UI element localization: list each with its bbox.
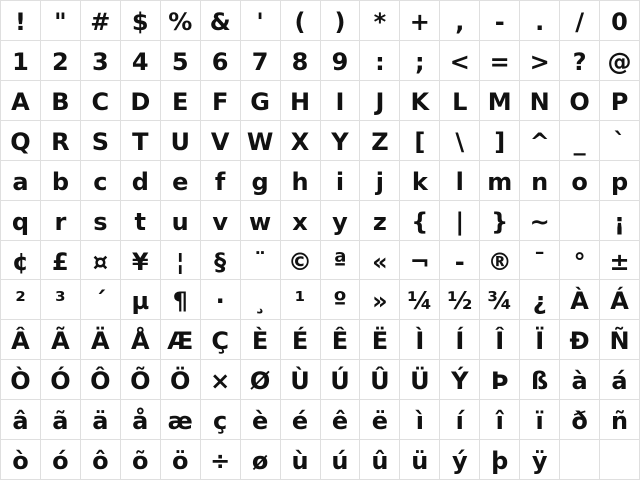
glyph-cell[interactable]: / xyxy=(560,1,600,41)
glyph-cell[interactable]: 4 xyxy=(121,41,161,81)
glyph-cell[interactable]: Ë xyxy=(360,320,400,360)
glyph-cell[interactable]: î xyxy=(480,400,520,440)
glyph-cell[interactable]: ª xyxy=(321,241,361,281)
glyph-cell[interactable]: . xyxy=(520,1,560,41)
glyph-cell[interactable]: @ xyxy=(600,41,640,81)
glyph-cell[interactable]: k xyxy=(400,161,440,201)
glyph-cell[interactable]: · xyxy=(201,280,241,320)
glyph-cell[interactable]: B xyxy=(41,81,81,121)
glyph-cell[interactable]: F xyxy=(201,81,241,121)
glyph-cell[interactable]: E xyxy=(161,81,201,121)
glyph-cell[interactable]: | xyxy=(440,201,480,241)
glyph-cell[interactable]: ´ xyxy=(81,280,121,320)
glyph-cell[interactable]: ^ xyxy=(520,121,560,161)
glyph-cell[interactable]: æ xyxy=(161,400,201,440)
glyph-cell[interactable]: l xyxy=(440,161,480,201)
glyph-cell[interactable]: & xyxy=(201,1,241,41)
glyph-cell[interactable]: ¥ xyxy=(121,241,161,281)
glyph-cell[interactable]: y xyxy=(321,201,361,241)
glyph-cell[interactable]: M xyxy=(480,81,520,121)
glyph-cell[interactable]: « xyxy=(360,241,400,281)
glyph-cell[interactable]: µ xyxy=(121,280,161,320)
glyph-cell[interactable]: n xyxy=(520,161,560,201)
glyph-cell[interactable]: f xyxy=(201,161,241,201)
glyph-cell[interactable]: ú xyxy=(321,440,361,480)
glyph-cell[interactable]: ` xyxy=(600,121,640,161)
glyph-cell[interactable]: ¿ xyxy=(520,280,560,320)
glyph-cell[interactable]: Í xyxy=(440,320,480,360)
glyph-cell[interactable]: h xyxy=(281,161,321,201)
glyph-cell[interactable]: 9 xyxy=(321,41,361,81)
glyph-cell[interactable]: [ xyxy=(400,121,440,161)
glyph-cell[interactable]: $ xyxy=(121,1,161,41)
glyph-cell[interactable]: Y xyxy=(321,121,361,161)
glyph-cell[interactable] xyxy=(600,440,640,480)
glyph-cell[interactable]: ¾ xyxy=(480,280,520,320)
glyph-cell[interactable]: ø xyxy=(241,440,281,480)
glyph-cell[interactable]: À xyxy=(560,280,600,320)
glyph-cell[interactable]: t xyxy=(121,201,161,241)
glyph-cell[interactable]: ð xyxy=(560,400,600,440)
glyph-cell[interactable]: ä xyxy=(81,400,121,440)
glyph-cell[interactable]: Ö xyxy=(161,360,201,400)
glyph-cell[interactable]: Û xyxy=(360,360,400,400)
glyph-cell[interactable]: ] xyxy=(480,121,520,161)
glyph-cell[interactable]: - xyxy=(480,1,520,41)
glyph-cell[interactable]: Á xyxy=(600,280,640,320)
glyph-cell[interactable]: 3 xyxy=(81,41,121,81)
glyph-cell[interactable]: m xyxy=(480,161,520,201)
glyph-cell[interactable]: % xyxy=(161,1,201,41)
glyph-cell[interactable]: z xyxy=(360,201,400,241)
glyph-cell[interactable]: > xyxy=(520,41,560,81)
glyph-cell[interactable]: à xyxy=(560,360,600,400)
glyph-cell[interactable]: i xyxy=(321,161,361,201)
glyph-cell[interactable]: Ç xyxy=(201,320,241,360)
glyph-cell[interactable]: Q xyxy=(1,121,41,161)
glyph-cell[interactable]: W xyxy=(241,121,281,161)
glyph-cell[interactable]: ê xyxy=(321,400,361,440)
glyph-cell[interactable]: - xyxy=(440,241,480,281)
glyph-cell[interactable]: L xyxy=(440,81,480,121)
glyph-cell[interactable]: á xyxy=(600,360,640,400)
glyph-cell[interactable]: è xyxy=(241,400,281,440)
glyph-cell[interactable]: T xyxy=(121,121,161,161)
glyph-cell[interactable]: Ý xyxy=(440,360,480,400)
glyph-cell[interactable]: ' xyxy=(241,1,281,41)
glyph-cell[interactable]: d xyxy=(121,161,161,201)
glyph-cell[interactable]: ó xyxy=(41,440,81,480)
glyph-cell[interactable]: ¼ xyxy=(400,280,440,320)
glyph-cell[interactable]: Â xyxy=(1,320,41,360)
glyph-cell[interactable]: = xyxy=(480,41,520,81)
glyph-cell[interactable]: ¶ xyxy=(161,280,201,320)
glyph-cell[interactable]: X xyxy=(281,121,321,161)
glyph-cell[interactable]: r xyxy=(41,201,81,241)
glyph-cell[interactable]: P xyxy=(600,81,640,121)
glyph-cell[interactable]: º xyxy=(321,280,361,320)
glyph-cell[interactable]: D xyxy=(121,81,161,121)
glyph-cell[interactable]: Ñ xyxy=(600,320,640,360)
glyph-cell[interactable]: 2 xyxy=(41,41,81,81)
glyph-cell[interactable]: w xyxy=(241,201,281,241)
glyph-cell[interactable]: g xyxy=(241,161,281,201)
glyph-cell[interactable]: â xyxy=(1,400,41,440)
glyph-cell[interactable]: » xyxy=(360,280,400,320)
glyph-cell[interactable]: C xyxy=(81,81,121,121)
glyph-cell[interactable]: ï xyxy=(520,400,560,440)
glyph-cell[interactable]: ? xyxy=(560,41,600,81)
glyph-cell[interactable]: õ xyxy=(121,440,161,480)
glyph-cell[interactable]: ( xyxy=(281,1,321,41)
glyph-cell[interactable]: Æ xyxy=(161,320,201,360)
glyph-cell[interactable]: * xyxy=(360,1,400,41)
glyph-cell[interactable]: \ xyxy=(440,121,480,161)
glyph-cell[interactable]: Ã xyxy=(41,320,81,360)
glyph-cell[interactable]: ² xyxy=(1,280,41,320)
glyph-cell[interactable]: Ù xyxy=(281,360,321,400)
glyph-cell[interactable]: Ó xyxy=(41,360,81,400)
glyph-cell[interactable]: £ xyxy=(41,241,81,281)
glyph-cell[interactable]: 7 xyxy=(241,41,281,81)
glyph-cell[interactable]: ¦ xyxy=(161,241,201,281)
glyph-cell[interactable]: ¹ xyxy=(281,280,321,320)
glyph-cell[interactable]: N xyxy=(520,81,560,121)
glyph-cell[interactable]: ù xyxy=(281,440,321,480)
glyph-cell[interactable]: : xyxy=(360,41,400,81)
glyph-cell[interactable]: ý xyxy=(440,440,480,480)
glyph-cell[interactable]: q xyxy=(1,201,41,241)
glyph-cell[interactable]: é xyxy=(281,400,321,440)
glyph-cell[interactable]: Ü xyxy=(400,360,440,400)
glyph-cell[interactable]: R xyxy=(41,121,81,161)
glyph-cell[interactable]: ñ xyxy=(600,400,640,440)
glyph-cell[interactable]: _ xyxy=(560,121,600,161)
glyph-cell[interactable]: ¢ xyxy=(1,241,41,281)
glyph-cell[interactable]: { xyxy=(400,201,440,241)
glyph-cell[interactable]: " xyxy=(41,1,81,41)
glyph-cell[interactable]: ± xyxy=(600,241,640,281)
glyph-cell[interactable]: a xyxy=(1,161,41,201)
glyph-cell[interactable]: × xyxy=(201,360,241,400)
glyph-cell[interactable]: ) xyxy=(321,1,361,41)
glyph-cell[interactable]: ÿ xyxy=(520,440,560,480)
glyph-cell[interactable]: ü xyxy=(400,440,440,480)
glyph-cell[interactable]: ì xyxy=(400,400,440,440)
glyph-cell[interactable]: ; xyxy=(400,41,440,81)
glyph-cell[interactable]: , xyxy=(440,1,480,41)
glyph-cell[interactable]: < xyxy=(440,41,480,81)
glyph-cell[interactable]: ã xyxy=(41,400,81,440)
glyph-cell[interactable]: ° xyxy=(560,241,600,281)
glyph-cell[interactable]: Ä xyxy=(81,320,121,360)
glyph-cell[interactable]: v xyxy=(201,201,241,241)
glyph-cell[interactable]: A xyxy=(1,81,41,121)
glyph-cell[interactable]: K xyxy=(400,81,440,121)
glyph-cell[interactable]: J xyxy=(360,81,400,121)
glyph-cell[interactable]: p xyxy=(600,161,640,201)
glyph-cell[interactable]: u xyxy=(161,201,201,241)
glyph-cell[interactable]: Ø xyxy=(241,360,281,400)
glyph-cell[interactable] xyxy=(560,201,600,241)
glyph-cell[interactable]: o xyxy=(560,161,600,201)
glyph-cell[interactable]: § xyxy=(201,241,241,281)
glyph-cell[interactable]: Ê xyxy=(321,320,361,360)
glyph-cell[interactable]: 1 xyxy=(1,41,41,81)
glyph-cell[interactable]: û xyxy=(360,440,400,480)
glyph-cell[interactable]: É xyxy=(281,320,321,360)
glyph-cell[interactable]: V xyxy=(201,121,241,161)
glyph-cell[interactable]: Î xyxy=(480,320,520,360)
glyph-cell[interactable]: Ò xyxy=(1,360,41,400)
glyph-cell[interactable]: ¤ xyxy=(81,241,121,281)
glyph-cell[interactable]: s xyxy=(81,201,121,241)
glyph-cell[interactable]: ³ xyxy=(41,280,81,320)
glyph-cell[interactable]: c xyxy=(81,161,121,201)
glyph-cell[interactable]: # xyxy=(81,1,121,41)
glyph-cell[interactable]: Z xyxy=(360,121,400,161)
glyph-cell[interactable]: ¸ xyxy=(241,280,281,320)
glyph-cell[interactable]: 8 xyxy=(281,41,321,81)
glyph-cell[interactable]: Ï xyxy=(520,320,560,360)
glyph-cell[interactable]: Ð xyxy=(560,320,600,360)
glyph-cell[interactable]: H xyxy=(281,81,321,121)
glyph-cell[interactable]: } xyxy=(480,201,520,241)
glyph-cell[interactable]: x xyxy=(281,201,321,241)
glyph-cell[interactable]: 0 xyxy=(600,1,640,41)
glyph-cell[interactable]: È xyxy=(241,320,281,360)
glyph-cell[interactable]: ½ xyxy=(440,280,480,320)
glyph-cell[interactable]: 5 xyxy=(161,41,201,81)
glyph-cell[interactable]: ¨ xyxy=(241,241,281,281)
glyph-cell[interactable]: Ì xyxy=(400,320,440,360)
glyph-cell[interactable]: Þ xyxy=(480,360,520,400)
glyph-cell[interactable]: + xyxy=(400,1,440,41)
glyph-cell[interactable]: © xyxy=(281,241,321,281)
glyph-cell[interactable]: þ xyxy=(480,440,520,480)
glyph-cell[interactable]: ë xyxy=(360,400,400,440)
glyph-cell[interactable]: ÷ xyxy=(201,440,241,480)
glyph-cell[interactable]: ! xyxy=(1,1,41,41)
glyph-cell[interactable]: ö xyxy=(161,440,201,480)
glyph-cell[interactable]: G xyxy=(241,81,281,121)
glyph-cell[interactable]: e xyxy=(161,161,201,201)
glyph-cell[interactable]: å xyxy=(121,400,161,440)
glyph-cell[interactable]: O xyxy=(560,81,600,121)
glyph-cell[interactable]: ® xyxy=(480,241,520,281)
glyph-cell[interactable]: S xyxy=(81,121,121,161)
glyph-cell[interactable]: ô xyxy=(81,440,121,480)
glyph-cell[interactable]: U xyxy=(161,121,201,161)
glyph-cell[interactable]: ç xyxy=(201,400,241,440)
glyph-cell[interactable]: ß xyxy=(520,360,560,400)
glyph-cell[interactable] xyxy=(560,440,600,480)
glyph-cell[interactable]: I xyxy=(321,81,361,121)
glyph-cell[interactable]: Å xyxy=(121,320,161,360)
glyph-cell[interactable]: b xyxy=(41,161,81,201)
glyph-cell[interactable]: Ô xyxy=(81,360,121,400)
glyph-cell[interactable]: ¡ xyxy=(600,201,640,241)
glyph-cell[interactable]: ò xyxy=(1,440,41,480)
glyph-cell[interactable]: 6 xyxy=(201,41,241,81)
glyph-cell[interactable]: Ú xyxy=(321,360,361,400)
glyph-cell[interactable]: ¬ xyxy=(400,241,440,281)
glyph-cell[interactable]: í xyxy=(440,400,480,440)
glyph-cell[interactable]: j xyxy=(360,161,400,201)
glyph-cell[interactable]: Õ xyxy=(121,360,161,400)
glyph-cell[interactable]: ¯ xyxy=(520,241,560,281)
glyph-cell[interactable]: ~ xyxy=(520,201,560,241)
